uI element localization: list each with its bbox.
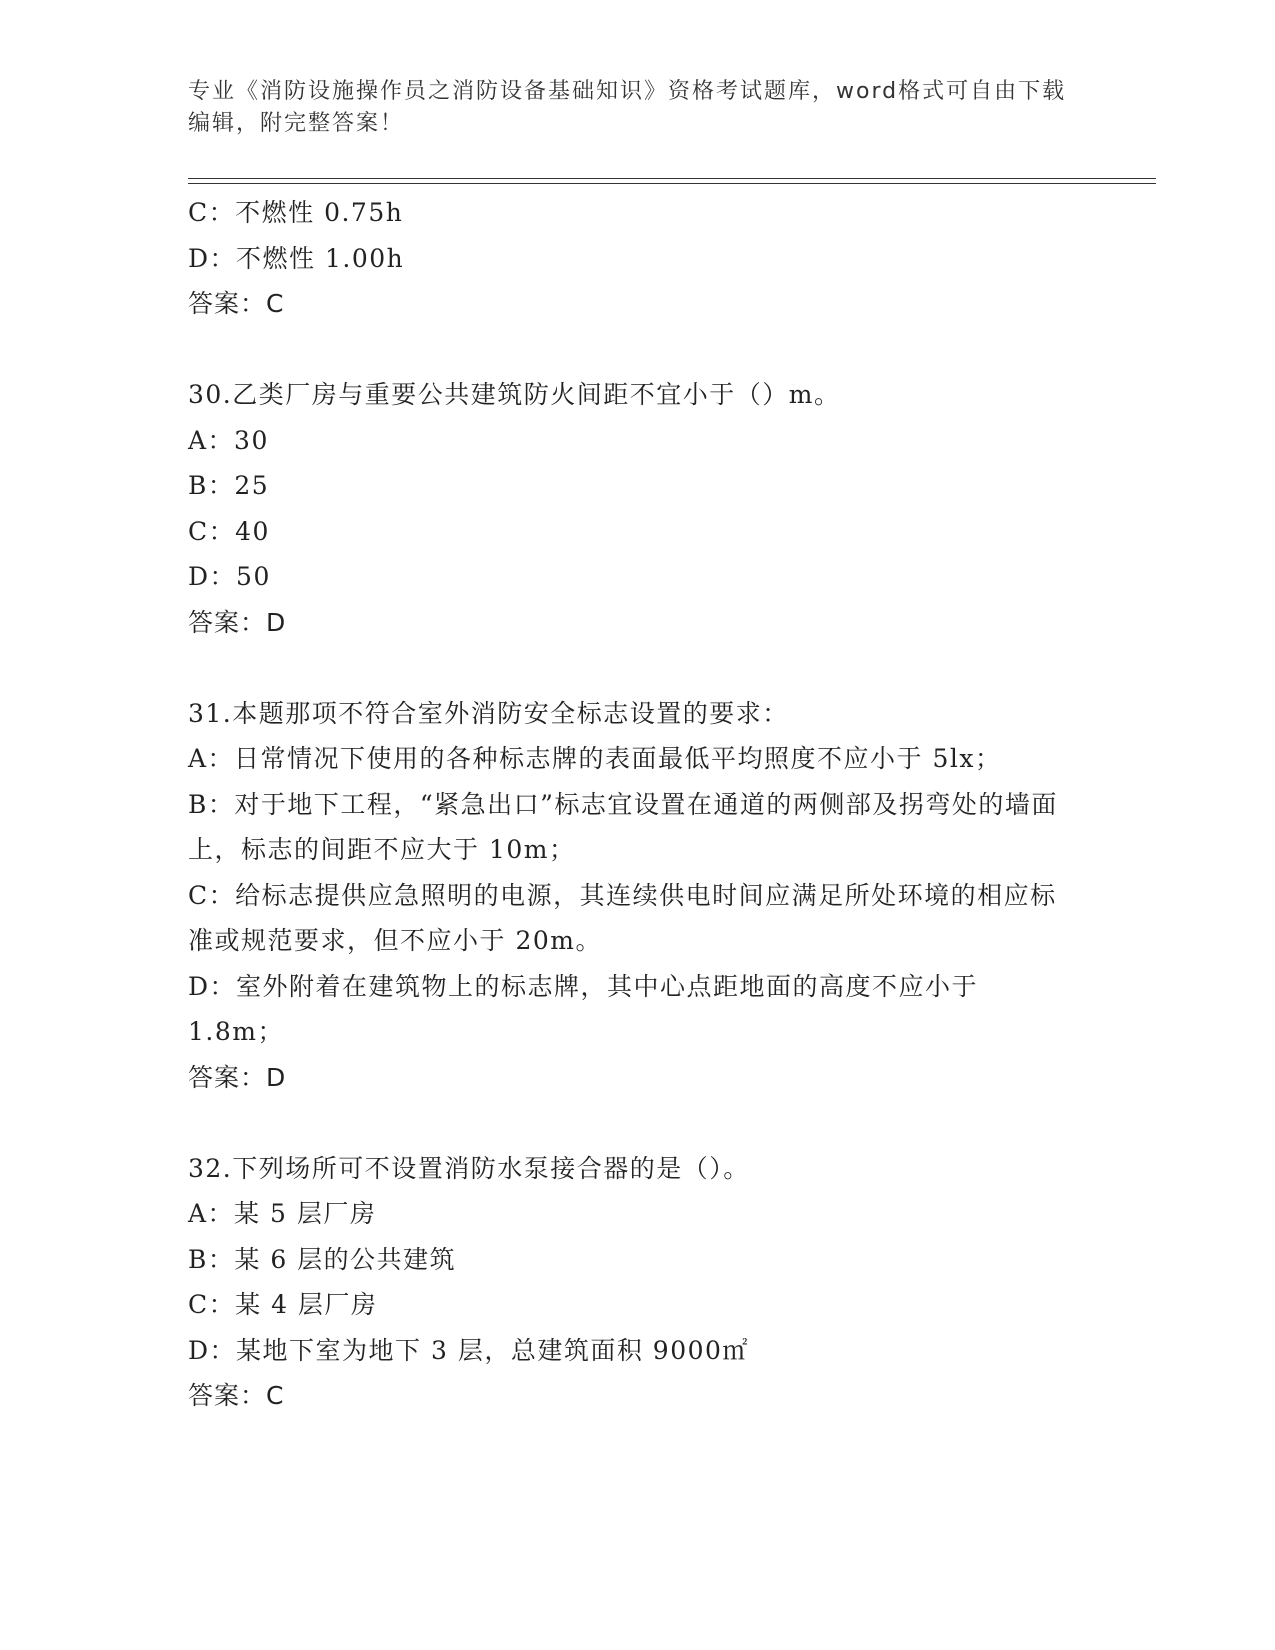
option-b: B：对于地下工程，“紧急出口”标志宜设置在通道的两侧部及拐弯处的墙面上，标志的间距不应大于 10m； bbox=[188, 789, 1058, 864]
option-d: D：不燃性 1.00h bbox=[188, 243, 405, 273]
option-c: C：某 4 层厂房 bbox=[188, 1290, 378, 1319]
spacer bbox=[188, 327, 1088, 373]
answer-line: 答案：C bbox=[188, 289, 285, 318]
question-stem: 30.乙类厂房与重要公共建筑防火间距不宜小于（）m。 bbox=[188, 380, 841, 409]
header-divider-bottom bbox=[188, 183, 1156, 184]
option-b: B：某 6 层的公共建筑 bbox=[188, 1244, 457, 1274]
answer-line: 答案：D bbox=[188, 1062, 287, 1092]
question-29-tail bbox=[188, 190, 1088, 327]
option-d: D：室外附着在建筑物上的标志牌，其中心点距地面的高度不应小于 1.8m； bbox=[188, 971, 979, 1046]
option-c: C：不燃性 0.75h bbox=[188, 198, 404, 227]
answer-line: 答案：C bbox=[188, 1381, 285, 1410]
spacer bbox=[188, 645, 1088, 691]
option-c: C：40 bbox=[188, 516, 270, 546]
option-a: A：某 5 层厂房 bbox=[188, 1199, 377, 1228]
option-a: A：日常情况下使用的各种标志牌的表面最低平均照度不应小于 5lx； bbox=[188, 744, 1002, 773]
answer-line: 答案：D bbox=[188, 607, 287, 637]
document-header bbox=[188, 76, 1068, 140]
option-d: D：50 bbox=[188, 562, 271, 591]
option-d: D：某地下室为地下 3 层，总建筑面积 9000㎡ bbox=[188, 1335, 749, 1365]
question-stem: 32.下列场所可不设置消防水泵接合器的是（）。 bbox=[188, 1153, 750, 1183]
question-list bbox=[188, 190, 1088, 1419]
header-text: 专业《消防设施操作员之消防设备基础知识》资格考试题库，word格式可自由下载编辑，附完整答案！ bbox=[188, 79, 1067, 136]
question-32 bbox=[188, 1146, 1088, 1419]
spacer bbox=[188, 1100, 1088, 1146]
question-30 bbox=[188, 372, 1088, 645]
question-31 bbox=[188, 691, 1088, 1101]
option-a: A：30 bbox=[188, 425, 269, 455]
option-b: B：25 bbox=[188, 471, 270, 500]
question-stem: 31.本题那项不符合室外消防安全标志设置的要求： bbox=[188, 698, 789, 728]
option-c: C：给标志提供应急照明的电源，其连续供电时间应满足所处环境的相应标准或规范要求，但不应小于 20m。 bbox=[188, 880, 1057, 955]
header-divider-top bbox=[188, 178, 1156, 179]
